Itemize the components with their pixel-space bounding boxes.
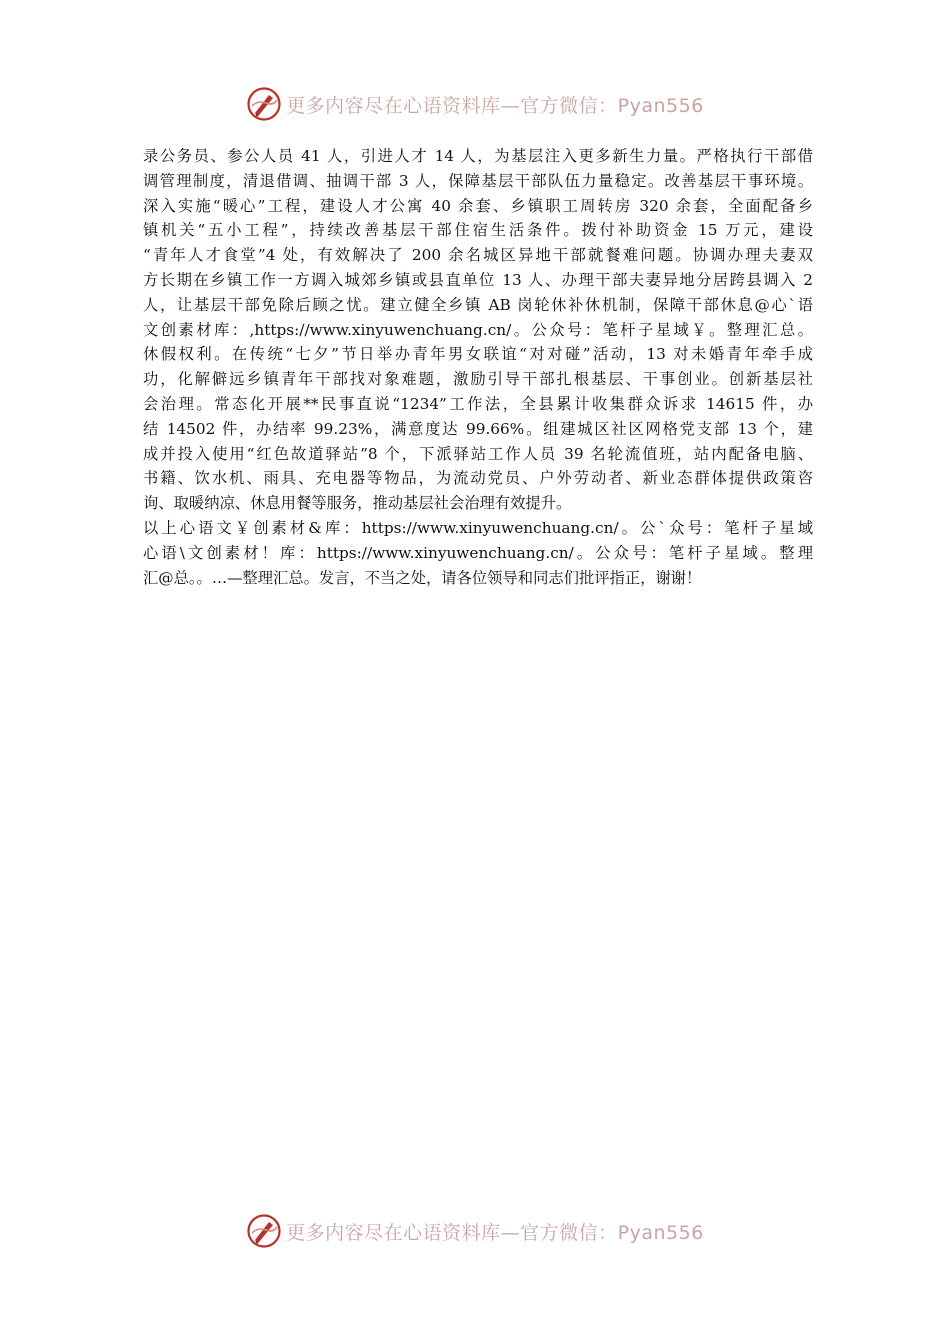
- body-line-paragraph-end: 询、取暖纳凉、休息用餐等服务，推动基层社会治理有效提升。: [143, 494, 572, 513]
- footer-banner-text: [286, 1218, 704, 1245]
- body-line: 以上心语文￥创素材&库：https://www.xinyuwenchuang.cn/。公`众号：笔杆子星域: [143, 518, 813, 537]
- body-line: 书籍、饮水机、雨具、充电器等物品，为流动党员、户外劳动者、新业态群体提供政策咨: [143, 469, 813, 488]
- body-line: 会治理。常态化开展**民事直说“1234”工作法，全县累计收集群众诉求 14615 件，办: [143, 394, 813, 413]
- body-line: 文创素材库：,https://www.xinyuwenchuang.cn/。公众号：笔杆子星域￥。整理汇总。: [143, 320, 813, 339]
- body-line: 结 14502 件，办结率 99.23%，满意度达 99.66%。组建城区社区网格党支部 13 个，建: [143, 419, 813, 438]
- body-line: 功，化解僻远乡镇青年干部找对象难题，激励引导干部扎根基层、干事创业。创新基层社: [143, 370, 813, 389]
- header-banner-cn: 更多内容尽在心语资料库—官方微信：: [286, 94, 618, 117]
- body-line: 心语\文创素材！库：https://www.xinyuwenchuang.cn/。公众号：笔杆子星域。整理: [143, 543, 813, 562]
- body-line: 休假权利。在传统“七夕”节日举办青年男女联谊“对对碰”活动，13 对未婚青年牵手成: [143, 345, 813, 364]
- header-banner-wechat-id: Pyan556: [617, 94, 704, 117]
- header-banner: [0, 84, 950, 124]
- body-line: 方长期在乡镇工作一方调入城郊乡镇或县直单位 13 人、办理干部夫妻异地分居跨县调入 2: [143, 270, 813, 289]
- footer-banner-wechat-id: Pyan556: [617, 1221, 704, 1244]
- body-line: 成并投入使用“红色故道驿站”8 个，下派驿站工作人员 39 名轮流值班，站内配备电脑、: [143, 444, 813, 463]
- footer-banner: [0, 1211, 950, 1251]
- body-line: “青年人才食堂”4 处，有效解决了 200 余名城区异地干部就餐难问题。协调办理夫妻双: [143, 246, 813, 265]
- body-line: 录公务员、参公人员 41 人，引进人才 14 人，为基层注入更多新生力量。严格执行干部借: [143, 147, 813, 165]
- pen-logo-icon: [246, 86, 282, 122]
- pen-logo-icon: [246, 1213, 282, 1249]
- body-line: 镇机关“五小工程”，持续改善基层干部住宿生活条件。拨付补助资金 15 万元，建设: [143, 221, 813, 240]
- header-banner-text: [286, 91, 704, 118]
- document-body: [143, 144, 813, 590]
- footer-banner-cn: 更多内容尽在心语资料库—官方微信：: [286, 1221, 618, 1244]
- body-line: 深入实施“暖心”工程，建设人才公寓 40 余套、乡镇职工周转房 320 余套，全面配备乡: [143, 196, 813, 215]
- body-line: 人，让基层干部免除后顾之忧。建立健全乡镇 AB 岗轮休补休机制，保障干部休息@心`语: [143, 295, 813, 314]
- body-line: 调管理制度，清退借调、抽调干部 3 人，保障基层干部队伍力量稳定。改善基层干事环境。: [143, 171, 813, 190]
- body-line-closing: 汇@总。。…—整理汇总。发言，不当之处，请各位领导和同志们批评指正，谢谢！: [143, 568, 702, 587]
